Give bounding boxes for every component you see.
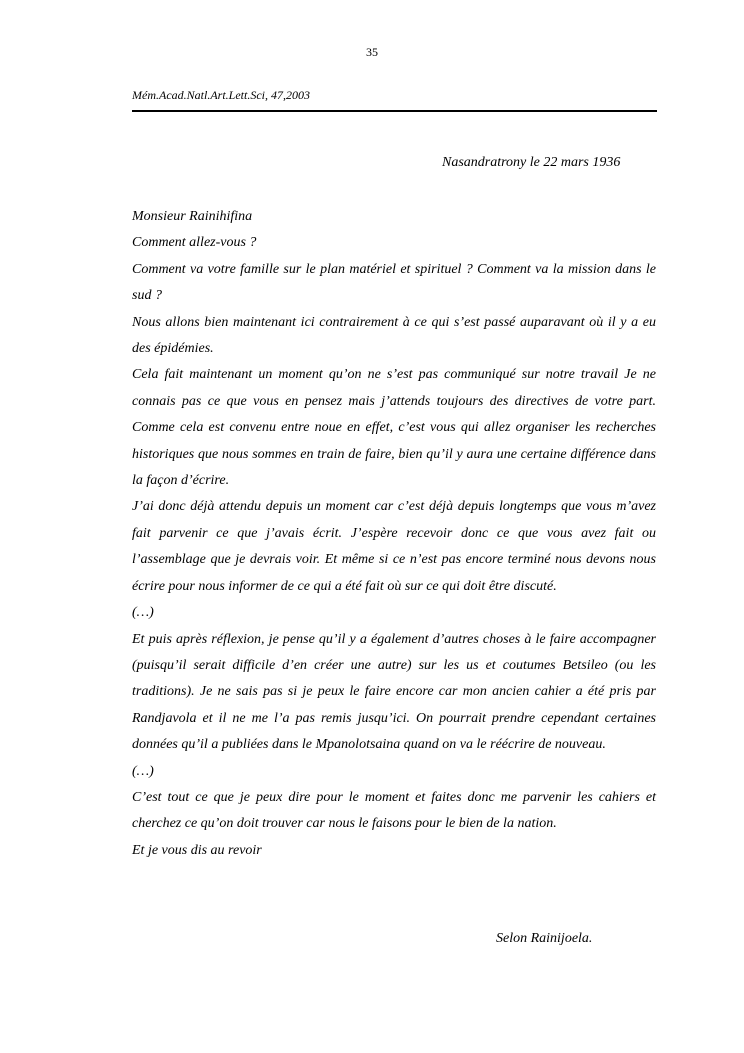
letter-paragraph: J’ai donc déjà attendu depuis un moment car c’est déjà depuis longtemps que vous m’avez fait parvenir ce que j’avais écrit. J’espère recevoir donc ce que vous avez fait ou l’assemblage que je devrais voir. Et même si ce n’est pas encore terminé nous devons nous écrire pour nous informer de ce qui a été fait où sur ce qui doit être discuté. [132,499,656,594]
letter-body [132,204,656,864]
letter-ellipsis: (…) [132,605,154,621]
letter-paragraph: Nous allons bien maintenant ici contrairement à ce qui s’est passé auparavant où il y a eu des épidémies. [132,314,656,357]
letter-paragraph: Comment allez-vous ? [132,235,257,251]
page-number: 35 [366,45,378,59]
letter-dateline: Nasandratrony le 22 mars 1936 [442,155,621,170]
letter-ellipsis: (…) [132,763,154,779]
header-rule [132,110,657,112]
letter-closing: Et je vous dis au revoir [132,842,262,858]
letter-paragraph: Comment va votre famille sur le plan matériel et spirituel ? Comment va la mission dans le sud ? [132,261,656,304]
letter-salutation: Monsieur Rainihifina [132,209,253,224]
letter-paragraph: Cela fait maintenant un moment qu’on ne s’est pas communiqué sur notre travail Je ne connais pas ce que vous en pensez mais j’attends toujours des directives de votre part. Comme cela est convenu entre noue en effet, c’est vous qui allez organiser les recherches historiques que nous sommes en train de faire, bien qu’il y aura une certaine différence dans la façon d’écrire. [132,367,656,489]
letter-paragraph: C’est tout ce que je peux dire pour le moment et faites donc me parvenir les cahiers et cherchez ce qu’on doit trouver car nous le faisons pour le bien de la nation. [132,789,656,832]
letter-signature: Selon Rainijoela. [496,931,593,946]
letter-paragraph: Et puis après réflexion, je pense qu’il y a également d’autres choses à le faire accompagner (puisqu’il serait difficile d’en créer une autre) sur les us et coutumes Betsileo (ou les traditions). Je ne sais pas si je peux le faire encore car mon ancien cahier a été pris par Randjavola et il ne me l’a pas remis jusqu’ici. On pourrait prendre cependant certaines données qu’il a publiées dans le Mpanolotsaina quand on va le réécrire de nouveau. [132,631,656,753]
journal-reference: Mém.Acad.Natl.Art.Lett.Sci, 47,2003 [132,88,310,102]
